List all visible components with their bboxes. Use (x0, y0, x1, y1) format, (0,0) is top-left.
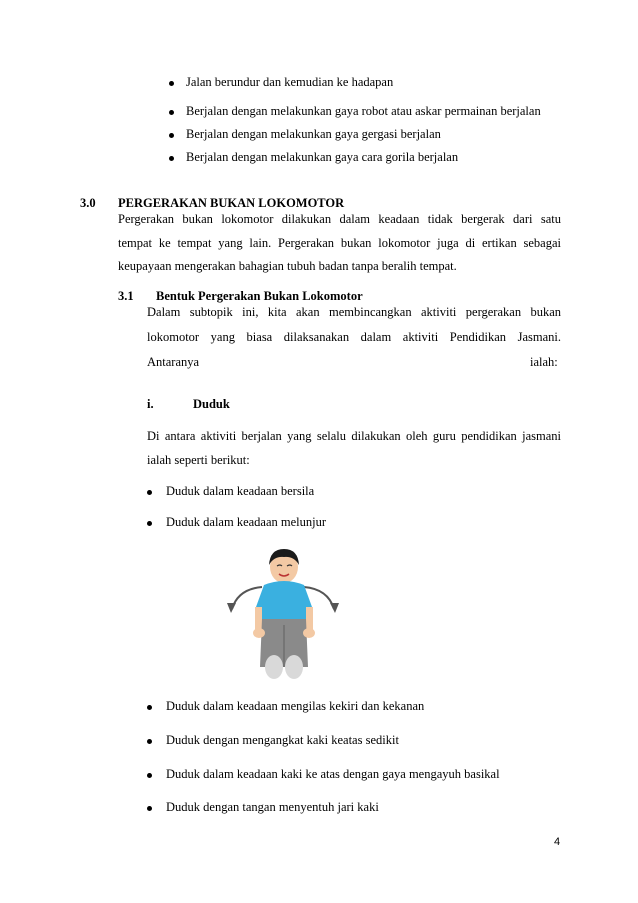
section-number: 3.0 (80, 196, 96, 210)
bullet-icon (169, 156, 174, 161)
paragraph-line: lokomotor yang biasa dilaksanakan dalam aktiviti Pendidikan Jasmani. (147, 330, 561, 344)
bullet-icon (147, 739, 152, 744)
list-item: Berjalan dengan melakunkan gaya robot atau askar permainan berjalan (186, 104, 541, 118)
bullet-icon (147, 773, 152, 778)
bullet-icon (147, 521, 152, 526)
list-item: Duduk dengan mengangkat kaki keatas sedikit (166, 733, 399, 747)
bullet-icon (169, 133, 174, 138)
list-item: Duduk dalam keadaan melunjur (166, 515, 327, 529)
sitting-child-illustration (222, 545, 344, 683)
section-title: PERGERAKAN BUKAN LOKOMOTOR (118, 196, 345, 210)
list-item: Berjalan dengan melakunkan gaya cara gorila berjalan (186, 150, 459, 164)
paragraph-line: ialah seperti berikut: (147, 453, 250, 467)
list-item: Berjalan dengan melakunkan gaya gergasi berjalan (186, 127, 441, 141)
paragraph-line: Di antara aktiviti berjalan yang selalu dilakukan oleh guru pendidikan jasmani (147, 429, 561, 443)
paragraph-line: ialah: (530, 355, 558, 369)
paragraph-line: Antaranya (147, 355, 200, 369)
paragraph-line: Dalam subtopik ini, kita akan membincangkan aktiviti pergerakan bukan (147, 305, 561, 319)
item-title: Duduk (193, 397, 230, 411)
list-item: Jalan berundur dan kemudian ke hadapan (186, 75, 394, 89)
subsection-number: 3.1 (118, 289, 134, 303)
item-numeral: i. (147, 397, 154, 411)
page-number: 4 (554, 836, 561, 848)
bullet-icon (147, 806, 152, 811)
list-item: Duduk dengan tangan menyentuh jari kaki (166, 800, 379, 814)
list-item: Duduk dalam keadaan kaki ke atas dengan gaya mengayuh basikal (166, 767, 500, 781)
paragraph-line: tempat ke tempat yang lain. Pergerakan bukan lokomotor juga di ertikan sebagai (118, 236, 561, 250)
list-item: Duduk dalam keadaan mengilas kekiri dan kekanan (166, 699, 425, 713)
paragraph-line: keupayaan mengerakan bahagian tubuh badan tanpa beralih tempat. (118, 259, 457, 273)
bullet-icon (147, 705, 152, 710)
bullet-icon (147, 490, 152, 495)
bullet-icon (169, 81, 174, 86)
paragraph-line: Pergerakan bukan lokomotor dilakukan dalam keadaan tidak bergerak dari satu (118, 212, 561, 226)
bullet-icon (169, 110, 174, 115)
subsection-title: Bentuk Pergerakan Bukan Lokomotor (156, 289, 363, 303)
list-item: Duduk dalam keadaan bersila (166, 484, 315, 498)
